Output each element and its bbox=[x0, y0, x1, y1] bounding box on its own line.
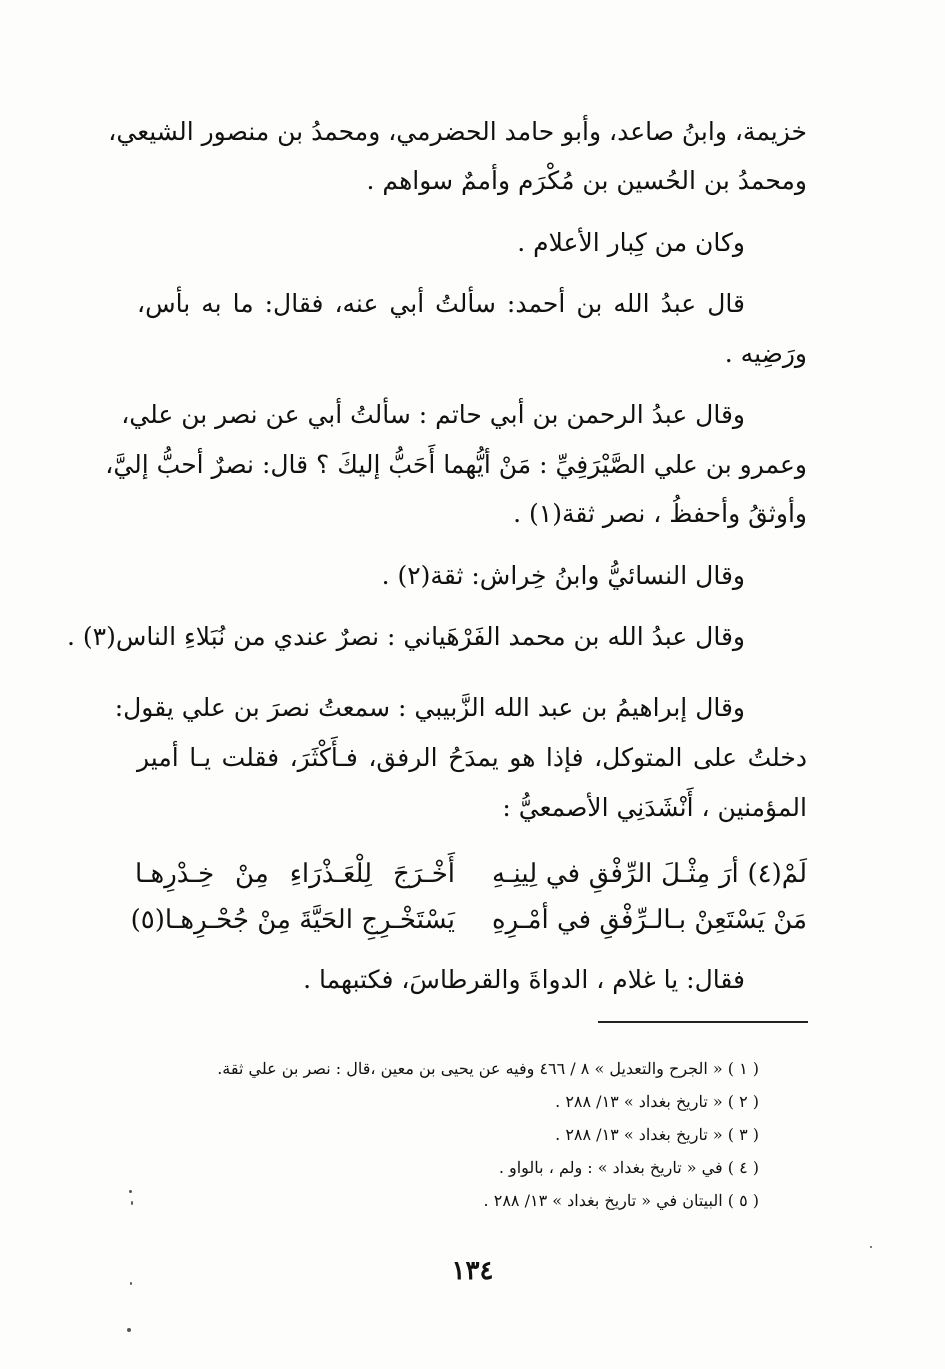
page-number: ١٣٤ bbox=[451, 1256, 494, 1286]
text-line: دخلتُ على المتوكل، فإذا هو يمدَحُ الرفق، فـأَكْثَرَ، فقلت يـا أمير bbox=[137, 743, 807, 772]
footnote: ( ٤ ) في « تاريخ بغداد » : ولم ، بالواو . bbox=[498, 1158, 759, 1177]
scan-speck bbox=[130, 1282, 132, 1285]
verse-second-half: يَسْتَخْـرِجِ الحَيَّةَ مِنْ جُحْـرِهـا(٥) bbox=[130, 905, 455, 935]
footnote: ( ٢ ) « تاريخ بغداد » ١٣/ ٢٨٨ . bbox=[555, 1092, 759, 1111]
text-line: خزيمة، وابنُ صاعد، وأبو حامد الحضرمي، ومحمدُ بن منصور الشيعي، bbox=[108, 117, 807, 146]
text-line: وكان من كِبار الأعلام . bbox=[517, 228, 745, 257]
text-line: وأوثقُ وأحفظُ ، نصر ثقة(١) . bbox=[513, 499, 807, 528]
text-line: وعمرو بن علي الصَّيْرَفِيِّ : مَنْ أيُّهما أَحَبُّ إليكَ ؟ قال: نصرٌ أحبُّ إليَّ، bbox=[105, 450, 807, 479]
footnote: ( ١ ) « الجرح والتعديل » ٨ / ٤٦٦ وفيه عن يحيى بن معين ،قال : نصر بن علي ثقة. bbox=[217, 1059, 759, 1078]
scan-speck bbox=[127, 1328, 131, 1332]
text-line: ورَضِيه . bbox=[724, 339, 807, 368]
text-line: فقال: يا غلام ، الدواةَ والقرطاسَ، فكتبهما . bbox=[303, 965, 745, 994]
text-line: ومحمدُ بن الحُسين بن مُكْرَم وأممٌ سواهم . bbox=[366, 166, 807, 195]
verse-first-half: لَمْ(٤) أرَ مِثْـلَ الرِّفْقِ في لِينِـهِ bbox=[492, 859, 807, 889]
scan-speck bbox=[870, 1246, 872, 1248]
scan-speck bbox=[129, 1190, 132, 1193]
text-line: وقال النسائيُّ وابنُ خِراش: ثقة(٢) . bbox=[381, 561, 745, 590]
poem-verse bbox=[135, 852, 807, 896]
text-line: وقال عبدُ الله بن محمد الفَرْهَياني : نصرٌ عندي من نُبَلاءِ الناس(٣) . bbox=[67, 622, 745, 651]
text-line: قال عبدُ الله بن أحمد: سألتُ أبي عنه، فقال: ما به بأس، bbox=[137, 289, 745, 318]
text-line: وقال عبدُ الرحمن بن أبي حاتم : سألتُ أبي عن نصر بن علي، bbox=[121, 400, 745, 429]
verse-first-half: مَنْ يَسْتَعِنْ بـالـرِّفْقِ في أمْـرِهِ bbox=[492, 905, 807, 935]
text-line: المؤمنين ، أَنْشَدَنِي الأصمعيُّ : bbox=[502, 793, 807, 822]
footnote: ( ٥ ) البيتان في « تاريخ بغداد » ١٣/ ٢٨٨ . bbox=[483, 1191, 759, 1210]
footnote-separator bbox=[598, 1021, 808, 1023]
verse-second-half: أَخْـرَجَ لِلْعَـذْرَاءِ مِنْ خِـدْرِهـا bbox=[135, 859, 455, 889]
scan-speck bbox=[131, 1201, 133, 1205]
text-line: وقال إبراهيمُ بن عبد الله الزَّبيبي : سمعتُ نصرَ بن علي يقول: bbox=[114, 693, 745, 722]
footnote: ( ٣ ) « تاريخ بغداد » ١٣/ ٢٨٨ . bbox=[555, 1125, 759, 1144]
poem-verse bbox=[130, 898, 807, 942]
